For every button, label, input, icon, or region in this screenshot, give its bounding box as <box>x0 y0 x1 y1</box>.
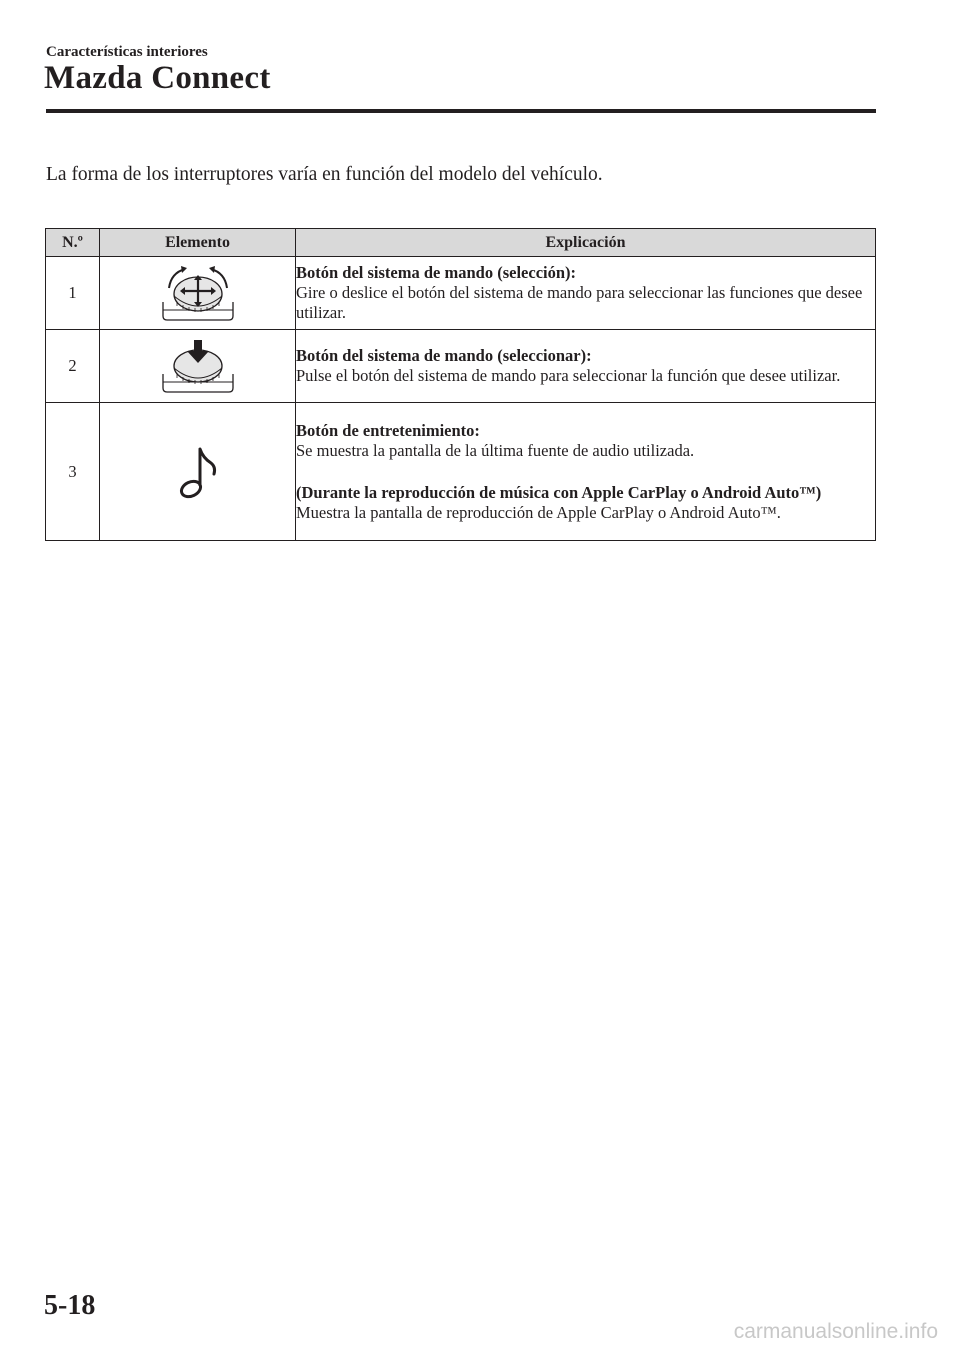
row-number: 1 <box>46 257 100 330</box>
row-explanation <box>296 257 876 330</box>
controls-table <box>45 228 876 541</box>
explanation-heading: (Durante la reproducción de música con Apple CarPlay o Android Auto™) <box>296 482 822 502</box>
page-number: 5-18 <box>44 1290 96 1321</box>
explanation-text: Se muestra la pantalla de la última fuente de audio utilizada. <box>296 440 695 460</box>
row-number: 3 <box>46 403 100 541</box>
explanation-heading: Botón de entretenimiento: <box>296 420 480 440</box>
page-title: Mazda Connect <box>44 60 271 96</box>
explanation-heading: Botón del sistema de mando (selección): <box>296 263 577 282</box>
title-rule <box>46 109 876 113</box>
table-row <box>46 257 876 330</box>
commander-knob-press-icon <box>100 338 295 394</box>
explanation-text: Muestra la pantalla de reproducción de Apple CarPlay o Android Auto™. <box>296 502 781 522</box>
explanation-text: Gire o deslice el botón del sistema de mando para seleccionar las funciones que desee utilizar. <box>296 283 863 322</box>
section-label: Características interiores <box>46 44 208 60</box>
header-element: Elemento <box>100 229 296 257</box>
table-row <box>46 403 876 541</box>
watermark: carmanualsonline.info <box>733 1320 938 1343</box>
row-element <box>100 257 296 330</box>
table-row <box>46 330 876 403</box>
explanation-text: Pulse el botón del sistema de mando para seleccionar la función que desee utilizar. <box>296 366 841 385</box>
header-num: N.º <box>46 229 100 257</box>
row-element <box>100 403 296 541</box>
explanation-heading: Botón del sistema de mando (seleccionar): <box>296 346 592 365</box>
spacer <box>296 461 875 483</box>
row-number: 2 <box>46 330 100 403</box>
row-explanation <box>296 403 876 541</box>
row-element <box>100 330 296 403</box>
header-explanation: Explicación <box>296 229 876 257</box>
commander-knob-rotate-slide-icon <box>100 264 295 322</box>
table-header-row <box>46 229 876 257</box>
music-note-icon <box>100 444 295 500</box>
row-explanation <box>296 330 876 403</box>
intro-text: La forma de los interruptores varía en función del modelo del vehículo. <box>46 164 603 185</box>
